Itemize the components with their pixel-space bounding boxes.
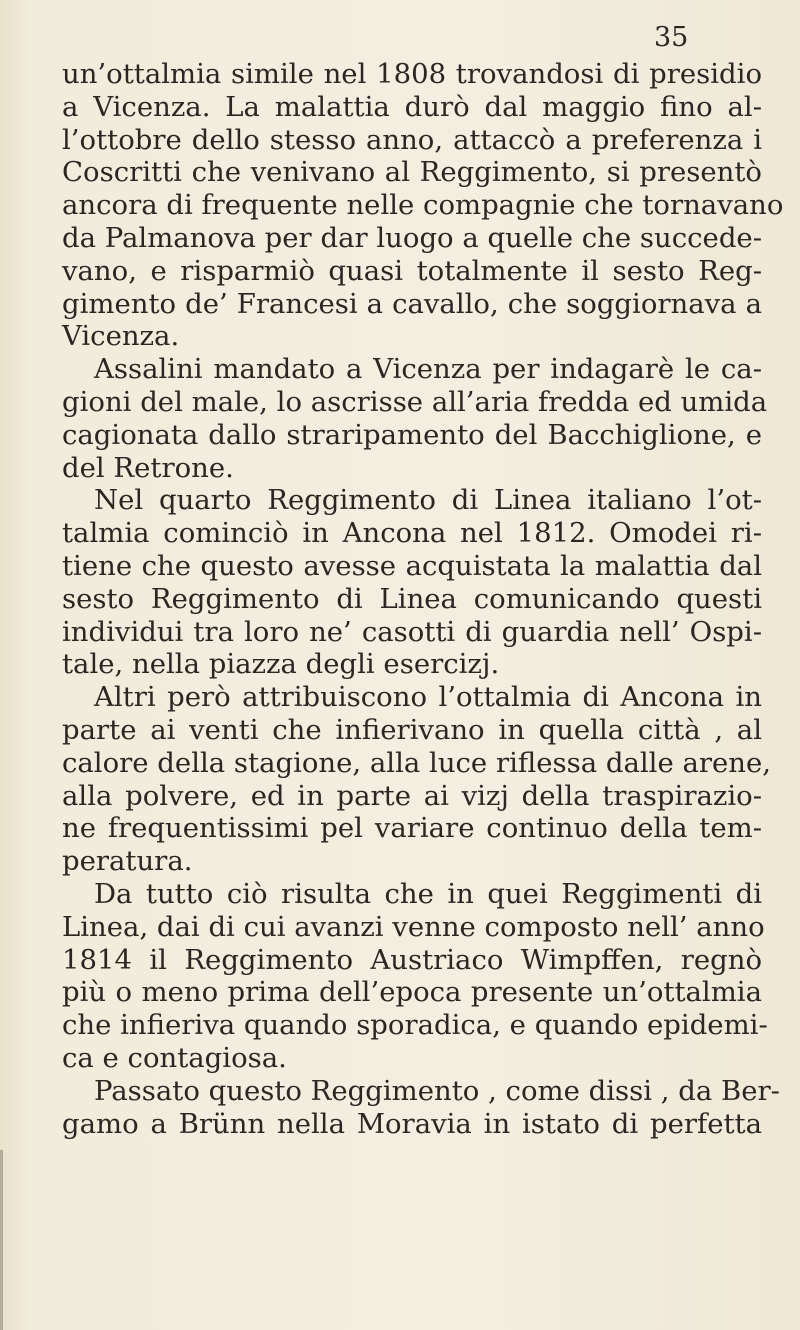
text-line: del Retrone. — [62, 451, 234, 484]
text-line: alla polvere, ed in parte ai vizj della traspirazio- — [62, 779, 762, 812]
text-line: ancora di frequente nelle compagnie che tornavano — [62, 189, 784, 222]
text-line: talmia cominciò in Ancona nel 1812. Omodei ri- — [62, 517, 762, 550]
text-line: Assalini mandato a Vicenza per indagarè le ca- — [94, 353, 762, 386]
text-line: Da tutto ciò risulta che in quei Reggimenti di — [94, 877, 762, 910]
text-line: Vicenza. — [62, 320, 180, 353]
page-number: 35 — [654, 22, 689, 53]
text-line: a Vicenza. La malattia durò dal maggio fino al- — [62, 90, 762, 123]
text-line: ca e contagiosa. — [62, 1041, 287, 1074]
text-line: tale, nella piazza degli esercizj. — [62, 648, 500, 681]
text-line: ne frequentissimi pel variare continuo della tem- — [62, 812, 762, 845]
text-line: sesto Reggimento di Linea comunicando questi — [62, 582, 762, 615]
text-line: individui tra loro ne’ casotti di guardia nell’ Ospi- — [62, 615, 762, 648]
text-line: peratura. — [62, 845, 193, 878]
text-line: tiene che questo avesse acquistata la malattia dal — [62, 549, 762, 582]
page-edge-shadow — [0, 1150, 3, 1330]
text-line: più o meno prima dell’epoca presente un’ottalmia — [62, 976, 762, 1009]
text-line: Nel quarto Reggimento di Linea italiano l’ot- — [94, 484, 762, 517]
text-line: Linea, dai di cui avanzi venne composto nell’ anno — [62, 910, 765, 943]
text-line: da Palmanova per dar luogo a quelle che succede- — [62, 221, 762, 254]
body-text — [62, 58, 784, 1140]
text-line: Altri però attribuiscono l’ottalmia di Ancona in — [94, 681, 762, 714]
text-line: parte ai venti che infierivano in quella città , al — [62, 713, 762, 746]
text-line: cagionata dallo straripamento del Bacchiglione, e — [62, 418, 762, 451]
text-line: gimento de’ Francesi a cavallo, che soggiornava a — [62, 287, 762, 320]
text-line: che infieriva quando sporadica, e quando epidemi- — [62, 1009, 768, 1042]
text-line: 1814 il Reggimento Austriaco Wimpffen, regnò — [62, 943, 762, 976]
text-line: Passato questo Reggimento , come dissi , da Ber- — [94, 1074, 780, 1107]
text-line: Coscritti che venivano al Reggimento, si presentò — [62, 156, 762, 189]
text-line: l’ottobre dello stesso anno, attaccò a preferenza i — [62, 123, 762, 156]
text-line: gioni del male, lo ascrisse all’aria fredda ed umida — [62, 385, 768, 418]
text-line: vano, e risparmiò quasi totalmente il sesto Reg- — [62, 254, 762, 287]
text-line: calore della stagione, alla luce riflessa dalle arene, — [62, 746, 772, 779]
text-line: gamo a Brünn nella Moravia in istato di perfetta — [62, 1107, 762, 1140]
text-line: un’ottalmia simile nel 1808 trovandosi di presidio — [62, 58, 762, 90]
